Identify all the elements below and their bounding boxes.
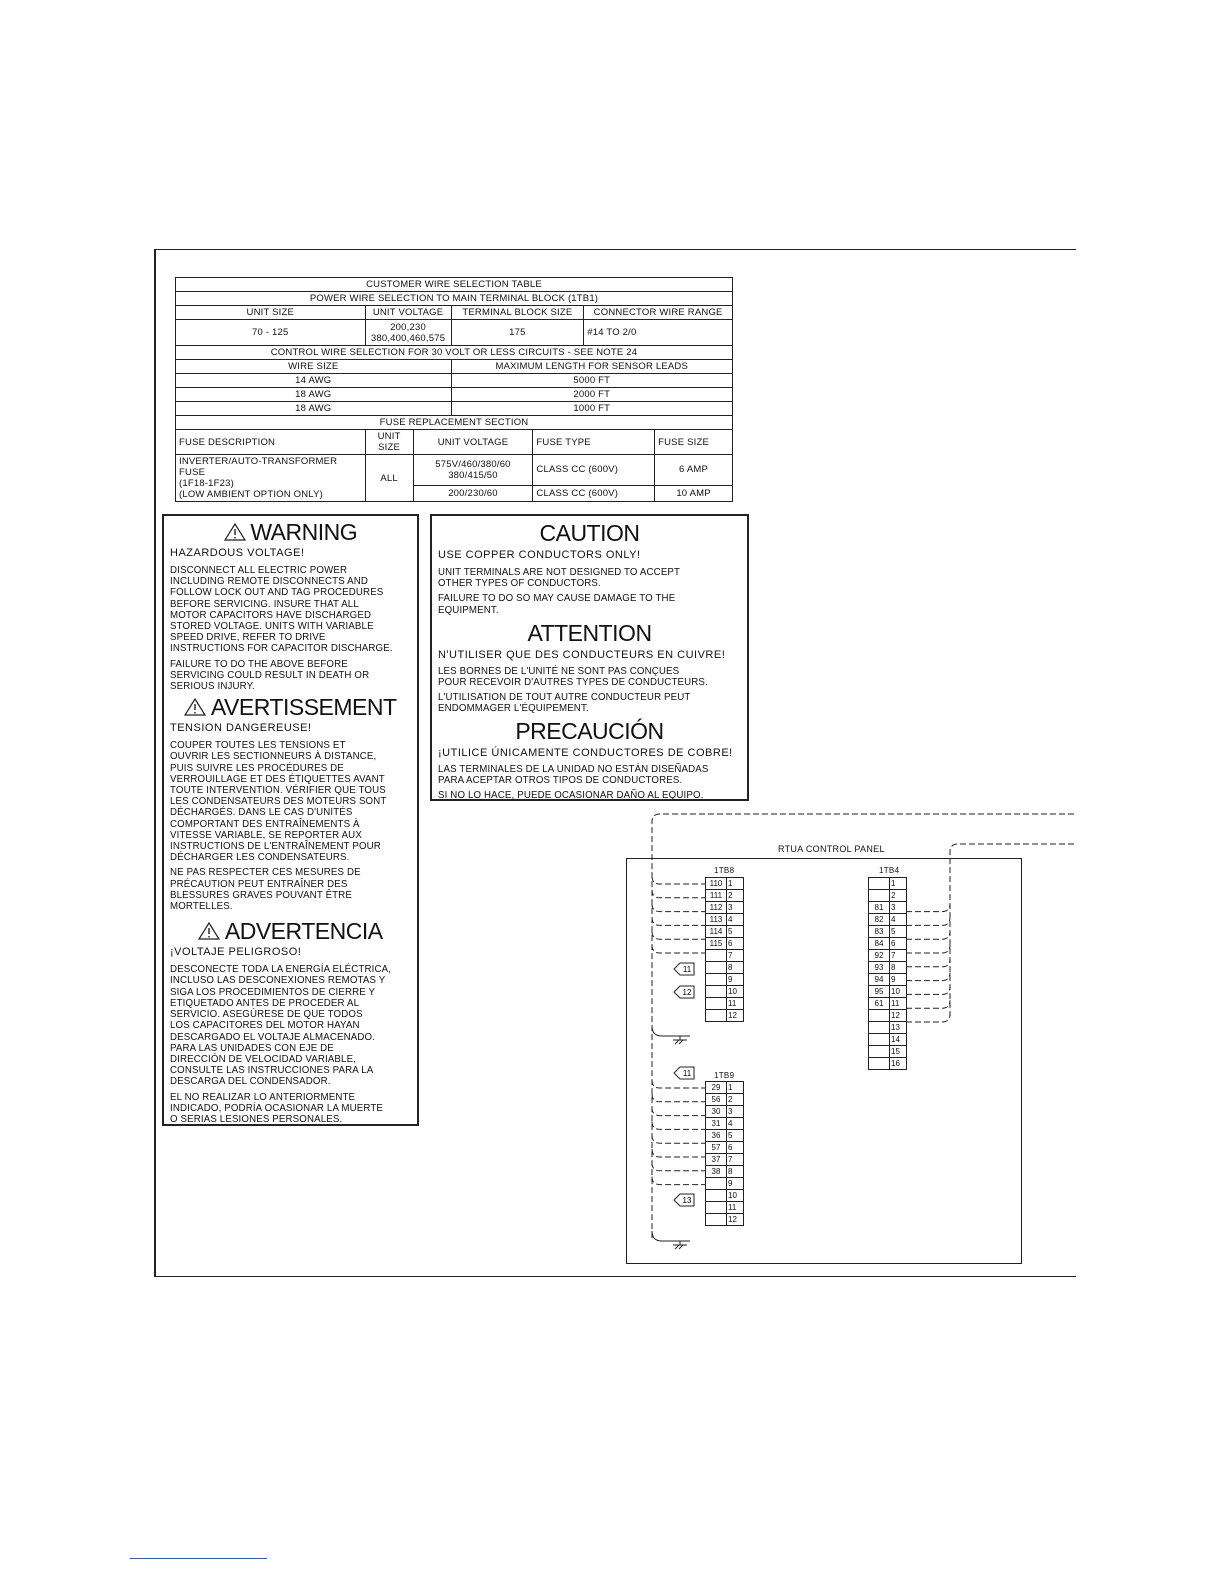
caution-heading: CAUTION: [539, 520, 640, 546]
text-line: LES BORNES DE L'UNITÉ NE SONT PAS CONÇUES: [438, 665, 680, 677]
text-line: MORTELLES.: [170, 901, 233, 913]
field-wire: [652, 1121, 705, 1129]
wire-number: 95: [869, 986, 890, 998]
table-header: UNIT VOLTAGE: [365, 306, 451, 320]
field-wire: [906, 931, 950, 939]
terminal-number: 3: [727, 1106, 744, 1118]
text-line: DISCONNECT ALL ELECTRIC POWER: [170, 565, 348, 576]
wire-number: 94: [869, 974, 890, 986]
field-wire: [652, 1231, 690, 1241]
field-wire: [652, 917, 705, 925]
text-line: COUPER TOUTES LES TENSIONS ET: [170, 740, 346, 752]
field-wire: [652, 1149, 705, 1157]
wire-number: 82: [869, 914, 890, 926]
text-line: PARA ACEPTAR OTROS TIPOS DE CONDUCTORES.: [438, 774, 683, 786]
terminal-number: 10: [727, 1190, 744, 1202]
text-line: LOS CAPACITORES DEL MOTOR HAYAN: [170, 1020, 360, 1032]
field-wire: [906, 917, 950, 925]
table-cell: 2000 FT: [451, 388, 732, 402]
wire-number: 114: [706, 926, 727, 938]
text-line: LAS TERMINALES DE LA UNIDAD NO ESTÁN DISEÑADAS: [438, 763, 709, 775]
table-cell: CLASS CC (600V): [533, 455, 655, 486]
wire-number: 83: [869, 926, 890, 938]
wire-number: 36: [706, 1130, 727, 1142]
text-line: DESCARGADO EL VOLTAJE ALMACENADO.: [170, 1031, 376, 1043]
table-cell: 1000 FT: [451, 402, 732, 416]
text-line: BEFORE SERVICING. INSURE THAT ALL: [170, 598, 359, 610]
field-wire: [652, 890, 705, 898]
field-wire: [652, 945, 705, 953]
note-tag-icon: [674, 986, 694, 998]
table-header: UNIT SIZE: [176, 306, 366, 320]
terminal-number: 5: [727, 926, 744, 938]
table-cell: 14 AWG: [176, 374, 452, 388]
terminal-number: 8: [727, 1166, 744, 1178]
terminal-number: 8: [727, 962, 744, 974]
text-line: POUR RECEVOIR D'AUTRES TYPES DE CONDUCTEURS.: [438, 677, 708, 689]
table-header: MAXIMUM LENGTH FOR SENSOR LEADS: [451, 360, 732, 374]
text-line: VITESSE VARIABLE, SE REPORTER AUX: [170, 829, 362, 841]
terminal-number: 6: [890, 938, 907, 950]
terminal-number: 1: [727, 1082, 744, 1094]
table-cell: 175: [451, 320, 584, 346]
field-wire: [652, 876, 705, 884]
text-line: CONSULTE LAS INSTRUCCIONES PARA LA: [170, 1065, 374, 1077]
text-line: SERIOUS INJURY.: [170, 681, 255, 693]
table-cell: 575V/460/380/60 380/415/50: [413, 455, 533, 486]
text-line: SPEED DRIVE, REFER TO DRIVE: [170, 632, 326, 644]
terminal-number: 9: [890, 974, 907, 986]
field-wire: [673, 1036, 687, 1044]
field-wire: [652, 814, 1074, 1240]
field-wire: [950, 844, 1074, 1016]
terminal-number: 5: [727, 1130, 744, 1142]
wire-number: 92: [869, 950, 890, 962]
field-wire: [652, 1026, 690, 1036]
field-wire: [673, 1241, 687, 1249]
wire-number: 30: [706, 1106, 727, 1118]
text-line: COMPORTANT DES ENTRAÎNEMENTS À: [170, 818, 360, 830]
field-wire: [906, 1014, 950, 1022]
control-section-title: CONTROL WIRE SELECTION FOR 30 VOLT OR LESS CIRCUITS - SEE NOTE 24: [176, 346, 733, 360]
attention-subtitle: N'UTILISER QUE DES CONDUCTEURS EN CUIVRE!: [438, 648, 726, 661]
terminal-number: 16: [890, 1058, 907, 1070]
svg-text:13: 13: [682, 1196, 692, 1205]
table-cell: 200,230 380,400,460,575: [365, 320, 451, 346]
note-tag-icon: [674, 1194, 694, 1206]
field-wire: [652, 1163, 705, 1171]
terminal-number: 2: [890, 890, 907, 902]
terminal-number: 9: [727, 1178, 744, 1190]
note-tag-icon: [674, 1067, 694, 1079]
table-header: TERMINAL BLOCK SIZE: [451, 306, 584, 320]
caution-subtitle: USE COPPER CONDUCTORS ONLY!: [438, 549, 641, 561]
text-line: FAILURE TO DO THE ABOVE BEFORE: [170, 658, 348, 670]
warning-subtitle: HAZARDOUS VOLTAGE!: [170, 547, 305, 559]
field-wire: [906, 959, 950, 967]
terminal-number: 12: [727, 1010, 744, 1022]
text-line: OUVRIR LES SECTIONNEURS À DISTANCE,: [170, 751, 377, 763]
wire-number: 31: [706, 1118, 727, 1130]
text-line: INSTRUCTIONS DE L'ENTRAÎNEMENT POUR: [170, 841, 381, 853]
text-line: STORED VOLTAGE. UNITS WITH VARIABLE: [170, 621, 374, 633]
text-line: TOUTE INTERVENTION. VÉRIFIER QUE TOUS: [170, 785, 386, 797]
advertencia-subtitle: ¡VOLTAJE PELIGROSO!: [170, 946, 302, 959]
wire-number: 111: [706, 890, 727, 902]
terminal-number: 1: [727, 878, 744, 890]
wire-number: 61: [869, 998, 890, 1010]
wire-number: 93: [869, 962, 890, 974]
terminal-number: 11: [890, 998, 907, 1010]
terminal-block-label: 1TB4: [879, 866, 900, 875]
text-line: PUIS SUIVRE LES PROCÉDURES DE: [170, 762, 344, 774]
text-line: BLESSURES GRAVES POUVANT ÊTRE: [170, 889, 353, 901]
terminal-number: 12: [727, 1214, 744, 1226]
text-line: DESCARGA DEL CONDENSADOR.: [170, 1076, 331, 1088]
text-line: L'UTILISATION DE TOUT AUTRE CONDUCTEUR PEUT: [438, 692, 691, 704]
text-line: PARA LAS UNIDADES CON EJE DE: [170, 1042, 334, 1054]
field-wire: [652, 1094, 705, 1102]
wire-number: 38: [706, 1166, 727, 1178]
terminal-number: 7: [727, 950, 744, 962]
wire-number: 115: [706, 938, 727, 950]
svg-text:12: 12: [682, 988, 692, 997]
text-line: VERROUILLAGE ET DES ÉTIQUETTES AVANT: [170, 773, 385, 785]
terminal-number: 7: [727, 1154, 744, 1166]
terminal-number: 2: [727, 1094, 744, 1106]
wire-number: 110: [706, 878, 727, 890]
field-wire: [906, 904, 950, 912]
table-cell: ALL: [365, 455, 413, 502]
wire-number: 84: [869, 938, 890, 950]
terminal-number: 7: [890, 950, 907, 962]
field-wire: [906, 986, 950, 994]
precaucion-heading: PRECAUCIÓN: [515, 717, 664, 744]
terminal-number: 5: [890, 926, 907, 938]
terminal-number: 10: [890, 986, 907, 998]
terminal-number: 11: [727, 1202, 744, 1214]
table-cell: 5000 FT: [451, 374, 732, 388]
text-line: LES CONDENSATEURS DES MOTEURS SONT: [170, 796, 387, 808]
table-cell: 18 AWG: [176, 388, 452, 402]
terminal-number: 1: [890, 878, 907, 890]
field-wire: [652, 1108, 705, 1116]
table-header: CONNECTOR WIRE RANGE: [584, 306, 733, 320]
terminal-number: 11: [727, 998, 744, 1010]
text-line: O SERIAS LESIONES PERSONALES.: [170, 1113, 343, 1125]
terminal-number: 12: [890, 1010, 907, 1022]
table-cell: 18 AWG: [176, 402, 452, 416]
text-line: PRÉCAUTION PEUT ENTRAÎNER DES: [170, 878, 348, 890]
svg-text:11: 11: [682, 1069, 692, 1078]
text-line: DESCONECTE TODA LA ENERGÍA ELÉCTRICA,: [170, 964, 392, 976]
text-line: INDICADO, PODRÍA OCASIONAR LA MUERTE: [170, 1102, 384, 1114]
terminal-block-label: 1TB9: [714, 1071, 735, 1080]
table-title: CUSTOMER WIRE SELECTION TABLE: [176, 278, 733, 292]
terminal-number: 10: [727, 986, 744, 998]
table-header: WIRE SIZE: [176, 360, 452, 374]
text-line: ENDOMMAGER L'ÉQUIPEMENT.: [438, 703, 589, 715]
field-wire: [906, 1000, 950, 1008]
field-wire: [652, 1135, 705, 1143]
text-line: DIRECCIÓN DE VELOCIDAD VARIABLE,: [170, 1053, 357, 1065]
terminal-block-label: 1TB8: [714, 866, 735, 875]
warning-heading: WARNING: [170, 519, 411, 546]
wire-number: 56: [706, 1094, 727, 1106]
field-wire: [652, 1080, 705, 1088]
text-line: EQUIPMENT.: [438, 604, 499, 616]
terminal-number: 3: [727, 902, 744, 914]
footer-rule: [130, 1558, 267, 1559]
attention-heading: ATTENTION: [527, 619, 652, 646]
wire-number: 113: [706, 914, 727, 926]
wire-number: 37: [706, 1154, 727, 1166]
table-cell: 200/230/60: [413, 485, 533, 501]
note-tag-icon: [674, 963, 694, 975]
text-line: EL NO REALIZAR LO ANTERIORMENTE: [170, 1091, 356, 1103]
text-line: SIGA LOS PROCEDIMIENTOS DE CIERRE Y: [170, 986, 376, 998]
text-line: MOTOR CAPACITORS HAVE DISCHARGED: [170, 609, 372, 621]
panel-title: RTUA CONTROL PANEL: [778, 844, 885, 854]
table-cell: CLASS CC (600V): [533, 485, 655, 501]
terminal-number: 8: [890, 962, 907, 974]
field-wire: [652, 904, 705, 912]
terminal-number: 2: [727, 890, 744, 902]
table-cell: #14 TO 2/0: [584, 320, 733, 346]
wire-number: 81: [869, 902, 890, 914]
fuse-description: INVERTER/AUTO-TRANSFORMER FUSE (1F18-1F23) (LOW AMBIENT OPTION ONLY): [176, 455, 366, 502]
table-header: FUSE TYPE: [533, 430, 655, 455]
text-line: INSTRUCTIONS FOR CAPACITOR DISCHARGE.: [170, 643, 393, 655]
text-line: FOLLOW LOCK OUT AND TAG PROCEDURES: [170, 587, 384, 599]
text-line: SERVICIO. ASEGÚRESE DE QUE TODOS: [170, 1009, 363, 1021]
terminal-number: 9: [727, 974, 744, 986]
avertissement-subtitle: TENSION DANGEREUSE!: [170, 722, 312, 735]
text-line: UNIT TERMINALS ARE NOT DESIGNED TO ACCEPT: [438, 567, 681, 578]
wire-number: 112: [706, 902, 727, 914]
avertissement-heading: AVERTISSEMENT: [170, 694, 411, 721]
wire-number: 57: [706, 1142, 727, 1154]
power-section-title: POWER WIRE SELECTION TO MAIN TERMINAL BLOCK (1TB1): [176, 292, 733, 306]
terminal-number: 6: [727, 938, 744, 950]
terminal-number: 4: [727, 1118, 744, 1130]
terminal-number: 15: [890, 1046, 907, 1058]
fuse-section-title: FUSE REPLACEMENT SECTION: [176, 416, 733, 430]
wire-number: 29: [706, 1082, 727, 1094]
field-wire: [906, 945, 950, 953]
table-header: FUSE SIZE: [655, 430, 733, 455]
terminal-number: 4: [890, 914, 907, 926]
text-line: DÉCHARGER LES CONDENSATEURS.: [170, 852, 350, 864]
field-wire: [652, 1177, 705, 1185]
text-line: FAILURE TO DO SO MAY CAUSE DAMAGE TO THE: [438, 593, 676, 605]
table-header: UNIT VOLTAGE: [413, 430, 533, 455]
text-line: INCLUDING REMOTE DISCONNECTS AND: [170, 576, 369, 588]
terminal-number: 13: [890, 1022, 907, 1034]
precaucion-subtitle: ¡UTILICE ÚNICAMENTE CONDUCTORES DE COBRE!: [438, 746, 733, 759]
text-line: SERVICING COULD RESULT IN DEATH OR: [170, 669, 370, 681]
text-line: OTHER TYPES OF CONDUCTORS.: [438, 578, 601, 590]
advertencia-heading: ADVERTENCIA: [170, 918, 411, 945]
table-cell: 6 AMP: [655, 455, 733, 486]
text-line: DÉCHARGÉS. DANS LE CAS D'UNITÉS: [170, 807, 353, 819]
field-wire: [906, 973, 950, 981]
terminal-number: 14: [890, 1034, 907, 1046]
field-wire: [652, 931, 705, 939]
text-line: NE PAS RESPECTER CES MESURES DE: [170, 867, 361, 879]
text-line: SI NO LO HACE, PUEDE OCASIONAR DAÑO AL EQUIPO.: [438, 790, 704, 802]
table-cell: 10 AMP: [655, 485, 733, 501]
table-header: UNIT SIZE: [365, 430, 413, 455]
terminal-number: 4: [727, 914, 744, 926]
table-cell: 70 - 125: [176, 320, 366, 346]
table-header: FUSE DESCRIPTION: [176, 430, 366, 455]
terminal-number: 6: [727, 1142, 744, 1154]
svg-text:11: 11: [682, 965, 692, 974]
text-line: ETIQUETADO ANTES DE PROCEDER AL: [170, 997, 360, 1009]
terminal-number: 3: [890, 902, 907, 914]
text-line: INCLUSO LAS DESCONEXIONES REMOTAS Y: [170, 975, 386, 987]
